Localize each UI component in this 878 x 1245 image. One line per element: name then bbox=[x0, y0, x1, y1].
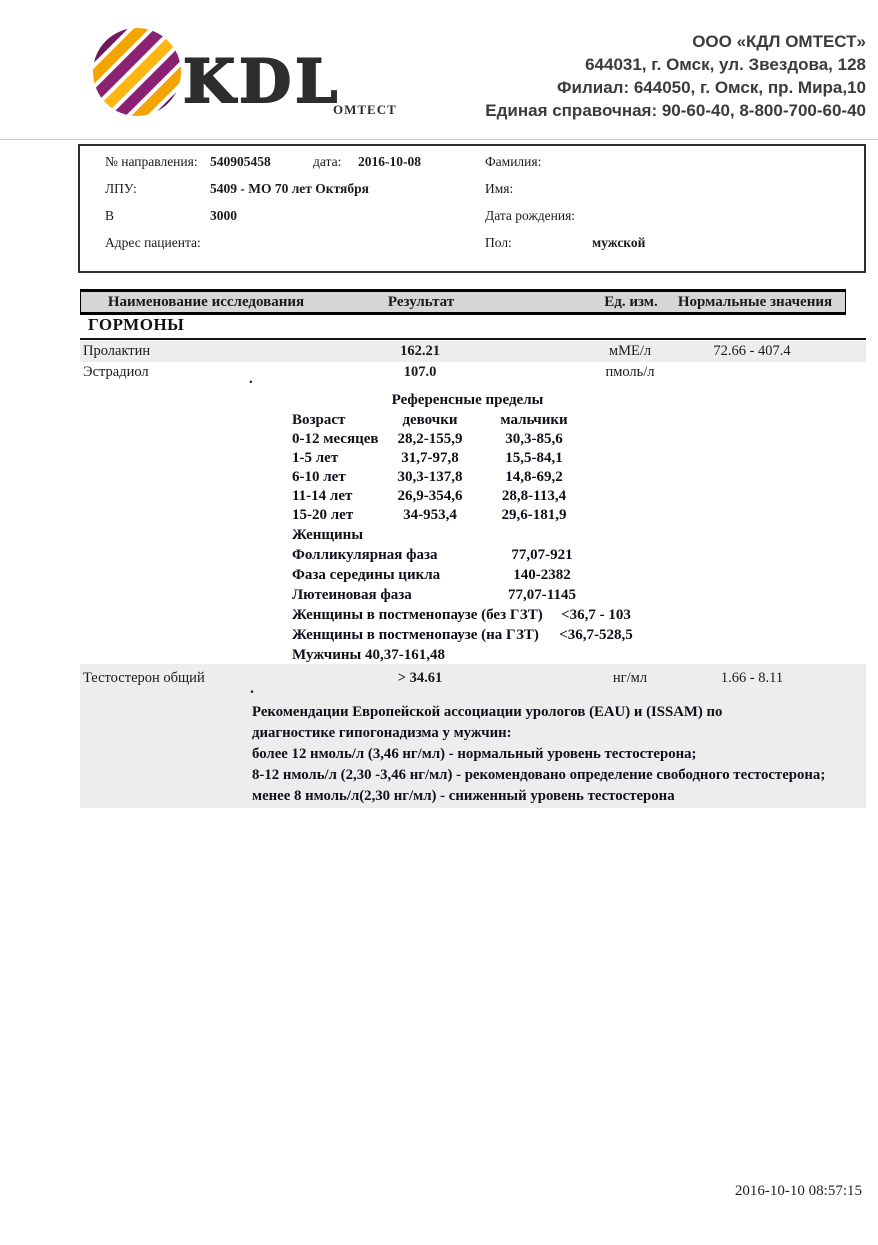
ref-col-boys: мальчики bbox=[500, 412, 568, 428]
sex-label: Пол: bbox=[485, 235, 512, 250]
note-line: 8-12 нмоль/л (2,30 -3,46 нг/мл) - рекомендовано определение свободного тестостерона; bbox=[252, 767, 826, 783]
ref-phase-label: Женщины в постменопаузе (без ГЗТ) bbox=[292, 607, 543, 623]
kdl-logo-subtext: ОМТЕСТ bbox=[333, 102, 397, 117]
test-name: Эстрадиол bbox=[83, 364, 149, 380]
kdl-logo-ball-icon bbox=[92, 27, 182, 117]
reference-dot: . bbox=[249, 371, 253, 387]
ref-age: 6-10 лет bbox=[292, 469, 346, 485]
birthdate-label: Дата рождения: bbox=[485, 208, 576, 223]
company-name: ООО «КДЛ ОМТЕСТ» bbox=[692, 32, 866, 51]
table-row-testosterone bbox=[80, 668, 866, 689]
surname-label: Фамилия: bbox=[485, 154, 542, 169]
date-label: дата: bbox=[313, 154, 342, 169]
test-result: 162.21 bbox=[400, 343, 440, 359]
section-title-hormones: ГОРМОНЫ bbox=[88, 315, 185, 334]
referral-value: 540905458 bbox=[210, 154, 271, 169]
header-normal-values: Нормальные значения bbox=[677, 294, 833, 310]
test-normal: 1.66 - 8.11 bbox=[720, 670, 784, 686]
ref-phase-value: <36,7-528,5 bbox=[559, 627, 633, 643]
v-label: В bbox=[105, 208, 115, 223]
v-value: 3000 bbox=[210, 208, 237, 223]
firstname-label: Имя: bbox=[485, 181, 514, 196]
header-units: Ед. изм. bbox=[604, 294, 658, 310]
test-units: мМЕ/л bbox=[608, 343, 652, 359]
referral-label: № направления: bbox=[105, 154, 198, 169]
ref-boys: 30,3-85,6 bbox=[505, 431, 563, 447]
table-row-prolactin bbox=[80, 341, 866, 362]
test-normal: 72.66 - 407.4 bbox=[713, 343, 791, 359]
ref-boys: 14,8-69,2 bbox=[505, 469, 563, 485]
test-units: пмоль/л bbox=[605, 364, 655, 380]
note-line: менее 8 нмоль/л(2,30 нг/мл) - сниженный уровень тестостерона bbox=[252, 788, 675, 804]
ref-women-header: Женщины bbox=[292, 527, 364, 543]
kdl-logo-text: KDL bbox=[183, 47, 342, 117]
results-table-header bbox=[80, 289, 846, 315]
patient-info-box bbox=[78, 144, 866, 273]
ref-age: 11-14 лет bbox=[292, 488, 353, 504]
lpu-label: ЛПУ: bbox=[105, 181, 137, 196]
ref-girls: 26,9-354,6 bbox=[397, 488, 463, 504]
ref-col-girls: девочки bbox=[402, 412, 458, 428]
ref-phase-label: Женщины в постменопаузе (на ГЗТ) bbox=[292, 627, 539, 643]
company-branch: Филиал: 644050, г. Омск, пр. Мира,10 bbox=[556, 78, 866, 97]
ref-girls: 31,7-97,8 bbox=[401, 450, 459, 466]
ref-boys: 15,5-84,1 bbox=[505, 450, 563, 466]
ref-col-age: Возраст bbox=[292, 412, 346, 428]
note-line: диагностике гипогонадизма у мужчин: bbox=[252, 725, 512, 741]
ref-age: 15-20 лет bbox=[292, 507, 354, 523]
date-value: 2016-10-08 bbox=[358, 154, 421, 169]
test-result: > 34.61 bbox=[397, 670, 443, 686]
company-address: 644031, г. Омск, ул. Звездова, 128 bbox=[585, 55, 866, 74]
testosterone-block bbox=[80, 664, 866, 808]
ref-age: 1-5 лет bbox=[292, 450, 339, 466]
test-name: Тестостерон общий bbox=[83, 670, 205, 686]
ref-age: 0-12 месяцев bbox=[292, 431, 379, 447]
ref-boys: 29,6-181,9 bbox=[501, 507, 567, 523]
ref-phase-value: 77,07-1145 bbox=[508, 587, 576, 603]
ref-phase-label: Фаза середины цикла bbox=[292, 567, 441, 583]
header-test-name: Наименование исследования bbox=[107, 294, 305, 310]
letterhead-divider bbox=[0, 139, 878, 140]
ref-phase-label: Лютеиновая фаза bbox=[292, 587, 412, 603]
note-line: более 12 нмоль/л (3,46 нг/мл) - нормальный уровень тестостерона; bbox=[252, 746, 697, 762]
patient-address-label: Адрес пациента: bbox=[105, 235, 201, 250]
header-result: Результат bbox=[387, 294, 455, 310]
ref-phase-value: <36,7 - 103 bbox=[561, 607, 631, 623]
ref-girls: 34-953,4 bbox=[403, 507, 457, 523]
print-timestamp: 2016-10-10 08:57:15 bbox=[734, 1183, 862, 1199]
ref-girls: 28,2-155,9 bbox=[397, 431, 463, 447]
company-hotline: Единая справочная: 90-60-40, 8-800-700-60-40 bbox=[485, 101, 866, 120]
ref-phase-label: Фолликулярная фаза bbox=[292, 547, 438, 563]
sex-value: мужской bbox=[592, 235, 646, 250]
test-name: Пролактин bbox=[83, 343, 151, 359]
ref-girls: 30,3-137,8 bbox=[397, 469, 463, 485]
note-dot: . bbox=[250, 680, 254, 697]
company-info bbox=[346, 30, 866, 122]
note-line: Рекомендации Европейской ассоциации урологов (EAU) и (ISSAM) по bbox=[252, 704, 723, 720]
ref-phase-value: 140-2382 bbox=[513, 567, 571, 583]
test-result: 107.0 bbox=[403, 364, 437, 380]
lpu-value: 5409 - МО 70 лет Октября bbox=[210, 181, 369, 196]
ref-boys: 28,8-113,4 bbox=[501, 488, 567, 504]
test-units: нг/мл bbox=[612, 670, 648, 686]
ref-men-line: Мужчины 40,37-161,48 bbox=[292, 647, 445, 663]
section-underline bbox=[80, 338, 866, 340]
reference-title: Референсные пределы bbox=[391, 392, 544, 408]
ref-phase-value: 77,07-921 bbox=[511, 547, 573, 563]
